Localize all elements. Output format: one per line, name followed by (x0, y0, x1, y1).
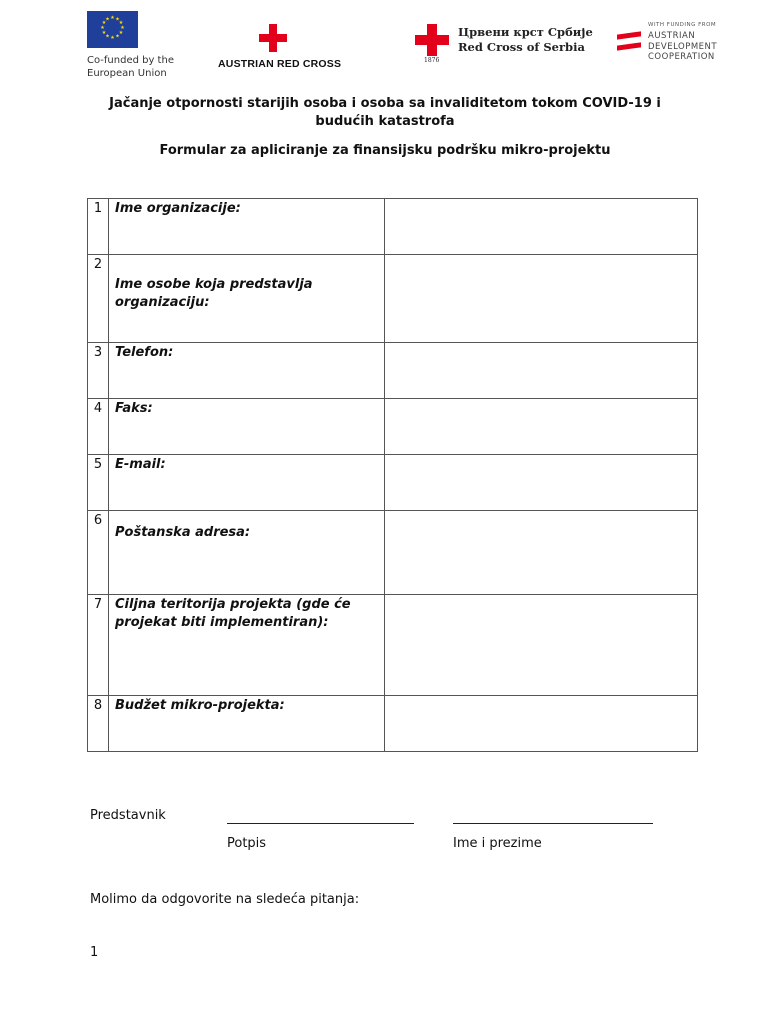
austria-flag-icon (617, 33, 641, 50)
table-row (88, 343, 698, 399)
signature-label: Potpis (227, 836, 267, 851)
title-line2: budućih katastrofa (315, 114, 455, 129)
row-number: 3 (88, 343, 109, 399)
ada-line1: AUSTRIAN (648, 31, 696, 41)
svg-text:★: ★ (115, 16, 120, 23)
field-label-phone: Telefon: (109, 343, 385, 399)
svg-text:★: ★ (100, 25, 105, 31)
table-row (88, 696, 698, 752)
svg-text:★: ★ (101, 30, 107, 36)
table-row (88, 511, 698, 595)
name-line[interactable] (453, 823, 653, 824)
svg-text:★: ★ (118, 20, 124, 26)
svg-text:★: ★ (105, 16, 110, 23)
document-subtitle: Formular za apliciranje za finansijsku podršku mikro-projektu (159, 143, 611, 158)
list-item-number: 1 (90, 945, 99, 960)
row-number: 8 (88, 696, 109, 752)
svg-text:★: ★ (105, 33, 110, 40)
field-value-postal-address[interactable] (385, 511, 698, 595)
table-row (88, 255, 698, 343)
ada-funding-text: WITH FUNDING FROM (648, 22, 717, 28)
field-value-fax[interactable] (385, 399, 698, 455)
name-label: Ime i prezime (453, 836, 542, 851)
red-cross-serbia-line2: Red Cross of Serbia (458, 40, 585, 54)
red-cross-serbia-name (458, 25, 593, 55)
austrian-red-cross-logo (259, 24, 287, 52)
field-label-target-territory: Ciljna teritorija projekta (gde će projekat biti implementiran): (109, 595, 385, 696)
svg-text:★: ★ (115, 33, 120, 40)
field-label-postal-address-text: Poštanska adresa: (115, 525, 251, 540)
field-value-email[interactable] (385, 455, 698, 511)
eu-stars-icon (87, 11, 138, 48)
ada-logo-text (648, 31, 717, 63)
eu-caption-line1: Co-funded by the (87, 55, 174, 66)
field-value-target-territory[interactable] (385, 595, 698, 696)
svg-text:★: ★ (118, 30, 124, 36)
title-line1: Jačanje otpornosti starijih osoba i osoba sa invaliditetom tokom COVID-19 i (109, 96, 661, 111)
field-label-representative-text: Ime osobe koja predstavlja organizaciju: (115, 277, 313, 310)
table-row (88, 455, 698, 511)
representative-label: Predstavnik (90, 808, 166, 823)
ada-line3: COOPERATION (648, 52, 715, 62)
svg-text:★: ★ (110, 35, 115, 41)
table-row (88, 399, 698, 455)
field-value-phone[interactable] (385, 343, 698, 399)
signature-line[interactable] (227, 823, 414, 824)
row-number: 7 (88, 595, 109, 696)
svg-text:★: ★ (120, 25, 125, 31)
row-number: 1 (88, 199, 109, 255)
field-label-email: E-mail: (109, 455, 385, 511)
svg-text:★: ★ (101, 20, 107, 26)
field-value-budget[interactable] (385, 696, 698, 752)
red-cross-serbia-logo (415, 24, 449, 56)
table-row (88, 199, 698, 255)
question-prompt: Molimo da odgovorite na sledeća pitanja: (90, 892, 360, 907)
ada-line2: DEVELOPMENT (648, 41, 718, 52)
document-title (60, 95, 710, 131)
red-cross-serbia-line1: Црвени крст Србије (458, 25, 593, 39)
austrian-red-cross-name: AUSTRIAN RED CROSS (218, 58, 342, 70)
eu-caption-line2: European Union (87, 68, 167, 79)
application-form-table (87, 198, 698, 752)
table-row (88, 595, 698, 696)
field-value-organization[interactable] (385, 199, 698, 255)
field-label-representative (109, 255, 385, 343)
row-number: 2 (88, 255, 109, 343)
field-label-postal-address (109, 511, 385, 595)
svg-text:★: ★ (110, 15, 115, 21)
red-cross-serbia-year: 1876 (424, 57, 440, 64)
field-label-budget: Budžet mikro-projekta: (109, 696, 385, 752)
row-number: 5 (88, 455, 109, 511)
eu-flag-logo (87, 11, 138, 48)
row-number: 6 (88, 511, 109, 595)
field-label-organization: Ime organizacije: (109, 199, 385, 255)
row-number: 4 (88, 399, 109, 455)
eu-caption (87, 54, 174, 80)
field-value-representative[interactable] (385, 255, 698, 343)
field-label-fax: Faks: (109, 399, 385, 455)
